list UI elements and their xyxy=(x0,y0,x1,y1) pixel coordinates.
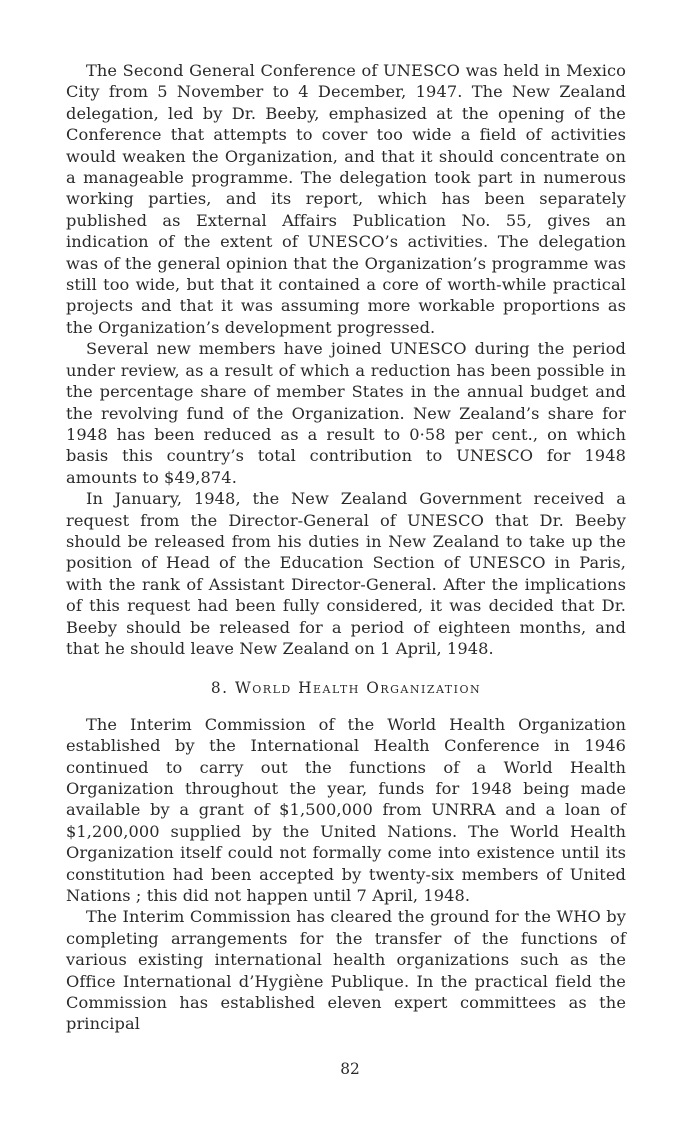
document-page xyxy=(66,60,626,1035)
paragraph-unesco-conference: The Second General Conference of UNESCO was held in Mexico City from 5 November to 4 December, 1947. The New Zealand delegation, led by Dr. Beeby, emphasized at the opening of the Conference that attempts to cover too wide a field of activities would weaken the Organization, and that it should concentrate on a manageable programme. The delegation took part in numerous working parties, and its report, which has been separately published as External Affairs Publication No. 55, gives an indication of the extent of UNESCO’s activities. The delegation was of the general opinion that the Organization’s programme was still too wide, but that it contained a core of worth-while practical projects and that it was assuming more workable proportions as the Organization’s development progressed. xyxy=(66,61,626,337)
paragraph-dr-beeby-release: In January, 1948, the New Zealand Government received a request from the Director-General of UNESCO that Dr. Beeby should be released from his duties in New Zealand to take up the position of Head of the Education Section of UNESCO in Paris, with the rank of Assistant Director-General. After the implications of this request had been fully considered, it was decided that Dr. Beeby should be released for a period of eighteen months, and that he should leave New Zealand on 1 April, 1948. xyxy=(66,489,626,658)
paragraph-unesco-members: Several new members have joined UNESCO during the period under review, as a result of which a reduction has been possible in the percentage share of member States in the annual budget and the revolving fund of the Organization. New Zealand’s share for 1948 has been reduced as a result to 0·58 per cent., on which basis this country’s total contribution to UNESCO for 1948 amounts to $49,874. xyxy=(66,339,626,487)
page-number: 82 xyxy=(340,1060,360,1078)
paragraph-who-interim-commission: The Interim Commission of the World Health Organization established by the International Health Conference in 1946 continued to carry out the functions of a World Health Organization throughout the year, funds for 1948 being made available by a grant of $1,500,000 from UNRRA and a loan of $1,200,000 supplied by the United Nations. The World Health Organization itself could not formally come into existence until its constitution had been accepted by twenty-six members of United Nations ; this did not happen until 7 April, 1948. xyxy=(66,714,626,906)
section-heading-who: 8. World Health Organization xyxy=(210,679,482,698)
paragraph-who-arrangements: The Interim Commission has cleared the ground for the WHO by completing arrangements for the transfer of the functions of various existing international health organizations such as the Office International d’Hygiène Publique. In the practical field the Commission has established eleven expert committees as the principal xyxy=(66,907,626,1034)
